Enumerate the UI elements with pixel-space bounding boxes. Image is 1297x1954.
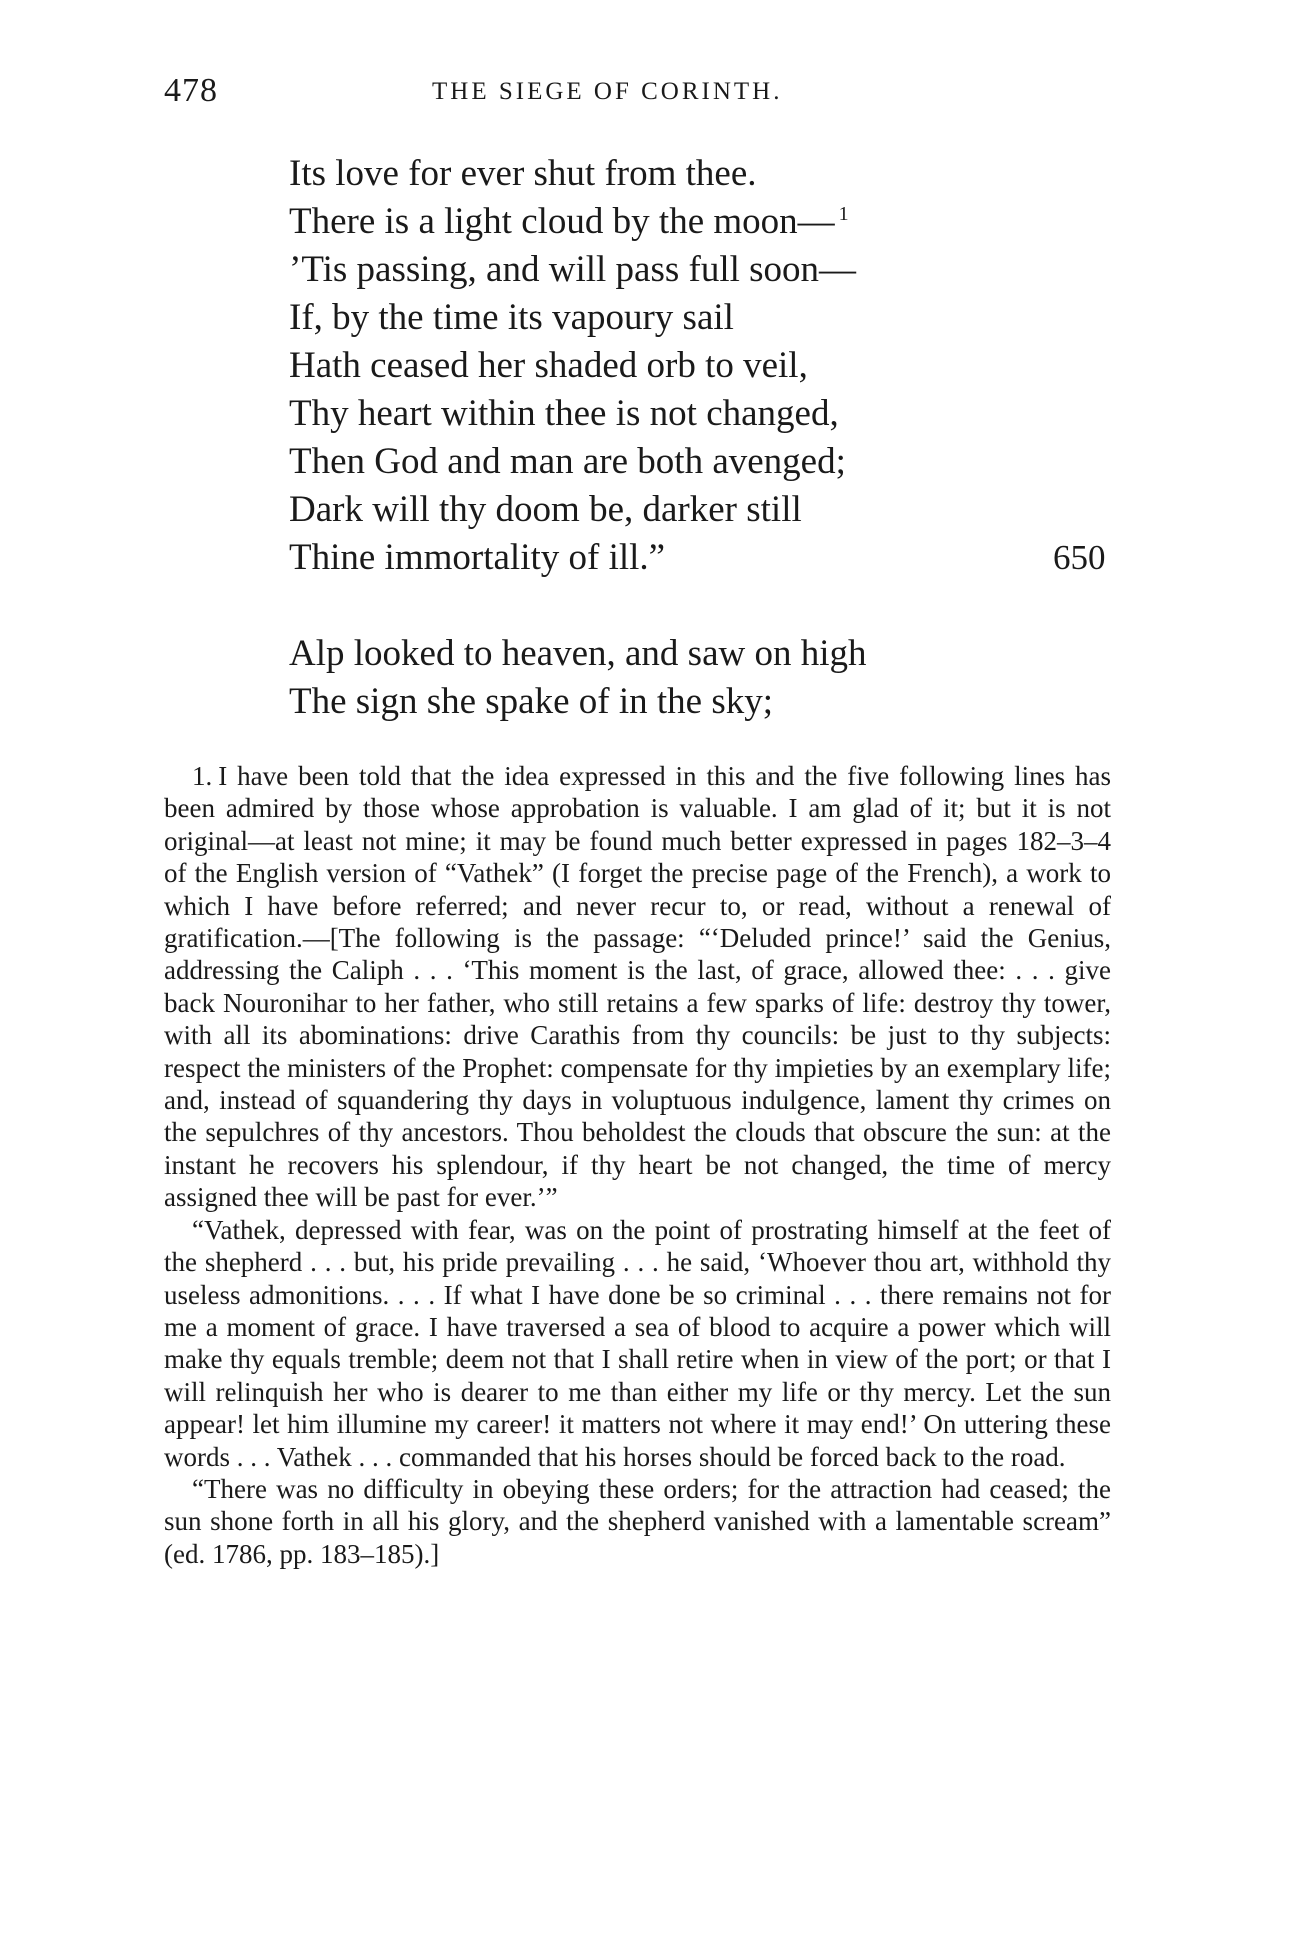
- verse-line: Then God and man are both avenged;: [289, 441, 846, 482]
- verse-line: Hath ceased her shaded orb to veil,: [289, 345, 808, 386]
- footnote-paragraph: 1. I have been told that the idea expressed in this and the five following lines has been admired by those whose approbation is valuable. I am glad of it; but it is not original—at least not mine; it may be found much better expressed in pages 182–3–4 of the English version of “Vathek” (I forget the precise page of the French), a work to which I have before referred; and never recur to, or read, without a renewal of gratification.—[The following is the passage: “‘Deluded prince!’ said the Genius, addressing the Caliph . . . ‘This moment is the last, of grace, allowed thee: . . . give back Nouronihar to her father, who still retains a few sparks of life: destroy thy tower, with all its abominations: drive Carathis from thy councils: be just to thy subjects: respect the ministers of the Prophet: compensate for thy impieties by an exemplary life; and, instead of squandering thy days in voluptuous indulgence, lament thy crimes on the sepulchres of thy ancestors. Thou beholdest the clouds that obscure the sun: at the instant he recovers his splendour, if thy heart be not changed, the time of mercy assigned thee will be past for ever.’”: [164, 761, 1111, 1213]
- footnote-paragraph: “There was no difficulty in obeying these orders; for the attraction had ceased; the sun shone forth in all his glory, and the shepherd vanished with a lamentable scream” (ed. 1786, pp. 183–185).]: [164, 1473, 1111, 1569]
- verse-line: If, by the time its vapoury sail: [289, 297, 734, 338]
- running-title: THE SIEGE OF CORINTH.: [432, 78, 783, 105]
- verse-line: ’Tis passing, and will pass full soon—: [289, 249, 857, 290]
- verse-line: Thy heart within thee is not changed,: [289, 393, 839, 434]
- page-number: 478: [164, 72, 218, 109]
- verse-line: The sign she spake of in the sky;: [289, 681, 773, 722]
- poem: [289, 150, 1129, 726]
- verse-line: Alp looked to heaven, and saw on high: [289, 633, 867, 674]
- line-number: 650: [1053, 538, 1106, 577]
- footnote-label: 1.: [192, 761, 213, 791]
- footnote: [164, 760, 1111, 1570]
- verse-line: Its love for ever shut from thee.: [289, 153, 757, 194]
- verse-line: Thine immortality of ill.” 650: [289, 534, 1129, 582]
- verse-line: There is a light cloud by the moon— $^1$: [289, 201, 849, 242]
- footnote-paragraph: “Vathek, depressed with fear, was on the point of prostrating himself at the feet of the shepherd . . . but, his pride prevailing . . . he said, ‘Whoever thou art, withhold thy useless admonitions. . . . If what I have done be so criminal . . . there remains not for me a moment of grace. I have traversed a sea of blood to acquire a power which will make thy equals tremble; deem not that I shall retire when in view of the port; or that I will relinquish her who is dearer to me than either my life or thy mercy. Let the sun appear! let him illumine my career! it matters not where it may end!’ On uttering these words . . . Vathek . . . commanded that his horses should be forced back to the road.: [164, 1214, 1111, 1472]
- footnote-reference[interactable]: 1: [838, 202, 849, 225]
- verse-line: Dark will thy doom be, darker still: [289, 489, 802, 530]
- stanza-break: [289, 582, 1129, 630]
